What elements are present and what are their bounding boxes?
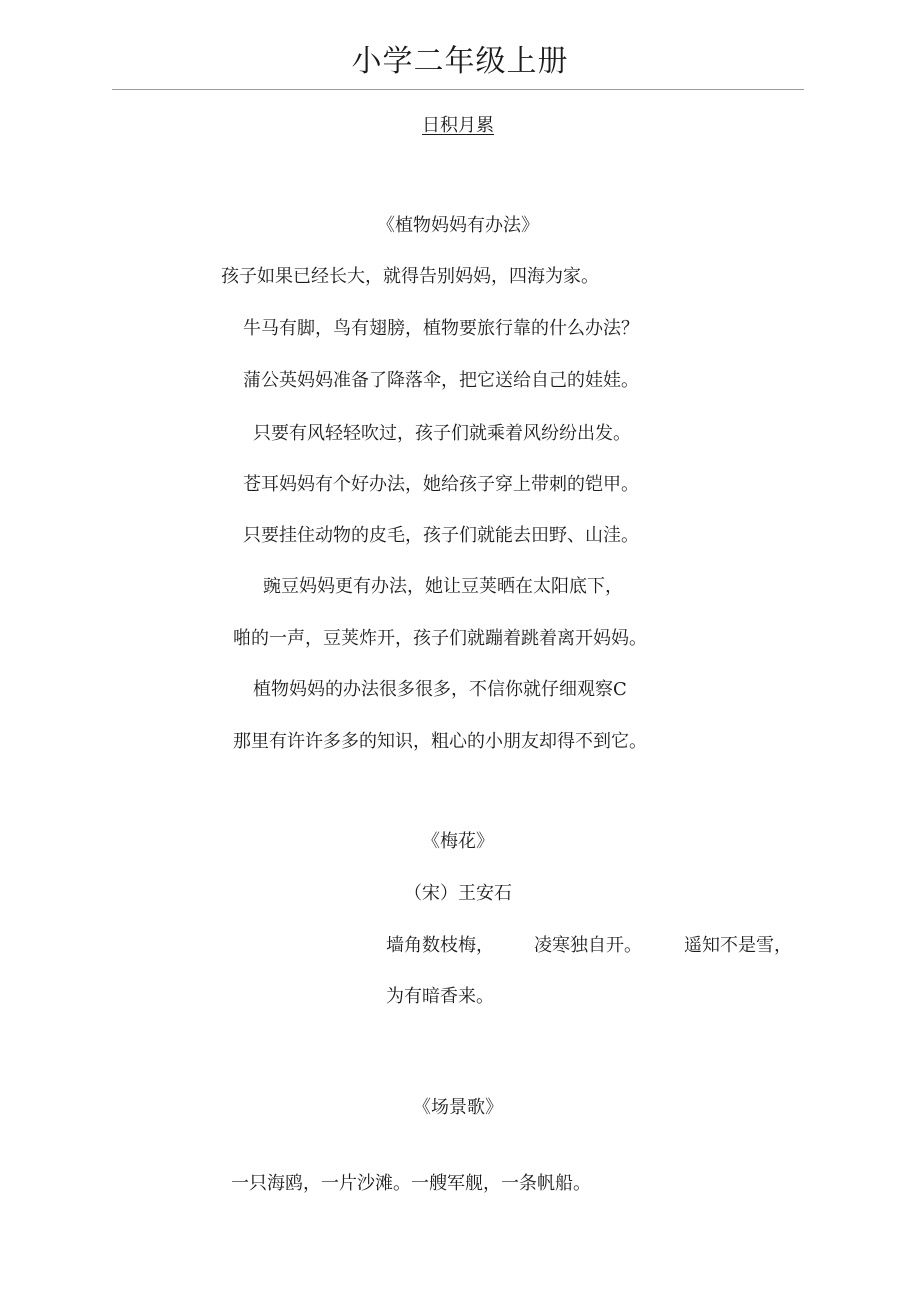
header-divider <box>112 89 804 90</box>
poem-line: 苍耳妈妈有个好办法，她给孩子穿上带刺的铠甲。 <box>243 474 639 495</box>
poem-verse: 遥知不是雪， <box>684 935 792 956</box>
poem-line: 孩子如果已经长大，就得告别妈妈，四海为家。 <box>221 266 599 287</box>
poem-line: 豌豆妈妈更有办法，她让豆荚晒在太阳底下， <box>263 576 623 597</box>
poem-title-plum-blossom: 《梅花》 <box>422 831 494 852</box>
poem-title-plant-mothers: 《植物妈妈有办法》 <box>377 215 539 236</box>
poem-verse: 为有暗香来。 <box>386 986 494 1007</box>
section-subtitle <box>0 113 916 139</box>
poem-line: 只要挂住动物的皮毛，孩子们就能去田野、山洼。 <box>243 525 639 546</box>
poem-line: 那里有许许多多的知识，粗心的小朋友却得不到它。 <box>233 731 647 752</box>
poem-verse: 凌寒独自开。 <box>534 935 642 956</box>
poem-line: 牛马有脚，鸟有翅膀，植物要旅行靠的什么办法？ <box>243 318 639 339</box>
poem-line: 一只海鸥，一片沙滩。一艘军舰，一条帆船。 <box>231 1173 591 1194</box>
poem-author: （宋）王安石 <box>404 883 512 904</box>
subtitle-text: 日积月累 <box>422 115 494 136</box>
poem-verse: 墙角数枝梅， <box>386 935 494 956</box>
poem-line: 啪的一声，豆荚炸开，孩子们就蹦着跳着离开妈妈。 <box>233 628 647 649</box>
poem-line: 植物妈妈的办法很多很多，不信你就仔细观察C <box>253 679 627 700</box>
page-header-title: 小学二年级上册 <box>351 44 569 79</box>
poem-title-scene-song: 《场景歌》 <box>413 1097 503 1118</box>
poem-line: 蒲公英妈妈准备了降落伞，把它送给自己的娃娃。 <box>243 370 639 391</box>
poem-line: 只要有风轻轻吹过，孩子们就乘着风纷纷出发。 <box>253 423 631 444</box>
